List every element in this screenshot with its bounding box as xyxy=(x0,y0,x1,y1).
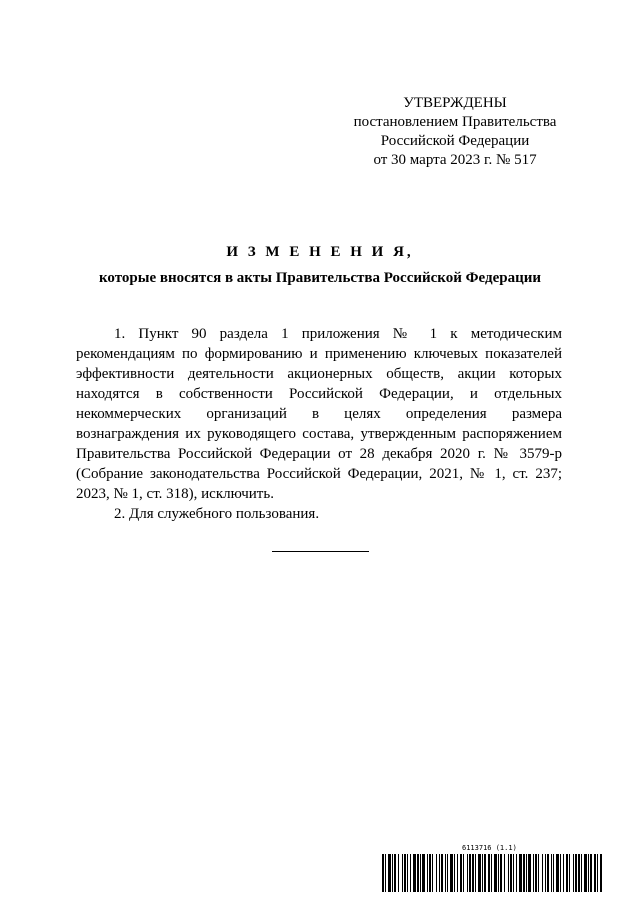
document-subtitle: которые вносятся в акты Правительства Российской Федерации xyxy=(98,270,542,286)
approval-heading: УТВЕРЖДЕНЫ xyxy=(403,95,507,111)
paragraph-1-line: вознаграждения их руководящего состава, утвержденным распоряжением xyxy=(76,426,562,442)
paragraph-2: 2. Для служебного пользования. xyxy=(114,506,320,522)
paragraph-1-line: эффективности деятельности акционерных обществ, акции которых xyxy=(76,366,562,382)
barcode-block xyxy=(382,844,602,894)
document-body xyxy=(76,324,562,524)
paragraph-1-line: (Собрание законодательства Российской Федерации, 2021, № 1, ст. 237; xyxy=(76,466,562,482)
approval-authority: Российской Федерации xyxy=(380,133,530,149)
barcode-icon xyxy=(382,854,602,892)
document-title: И З М Е Н Е Н И Я, xyxy=(226,244,414,260)
paragraph-1-line: 1. Пункт 90 раздела 1 приложения № 1 к методическим xyxy=(114,326,562,342)
approval-decree: постановлением Правительства xyxy=(353,114,557,130)
approval-date-number: от 30 марта 2023 г. № 517 xyxy=(373,152,537,168)
paragraph-1-line: находятся в собственности Российской Федерации, и отдельных xyxy=(76,386,562,402)
paragraph-1-line: 2023, № 1, ст. 318), исключить. xyxy=(76,486,274,502)
paragraph-1-line: некоммерческих организаций в целях определения размера xyxy=(76,406,562,422)
approval-stamp xyxy=(340,94,570,170)
paragraph-1-line: Правительства Российской Федерации от 28 декабря 2020 г. № 3579-р xyxy=(76,446,562,462)
paragraph-1-line: рекомендациям по формированию и применению ключевых показателей xyxy=(76,346,562,362)
barcode-number: 6113716 (1.1) xyxy=(462,844,517,852)
closing-divider xyxy=(272,551,369,552)
